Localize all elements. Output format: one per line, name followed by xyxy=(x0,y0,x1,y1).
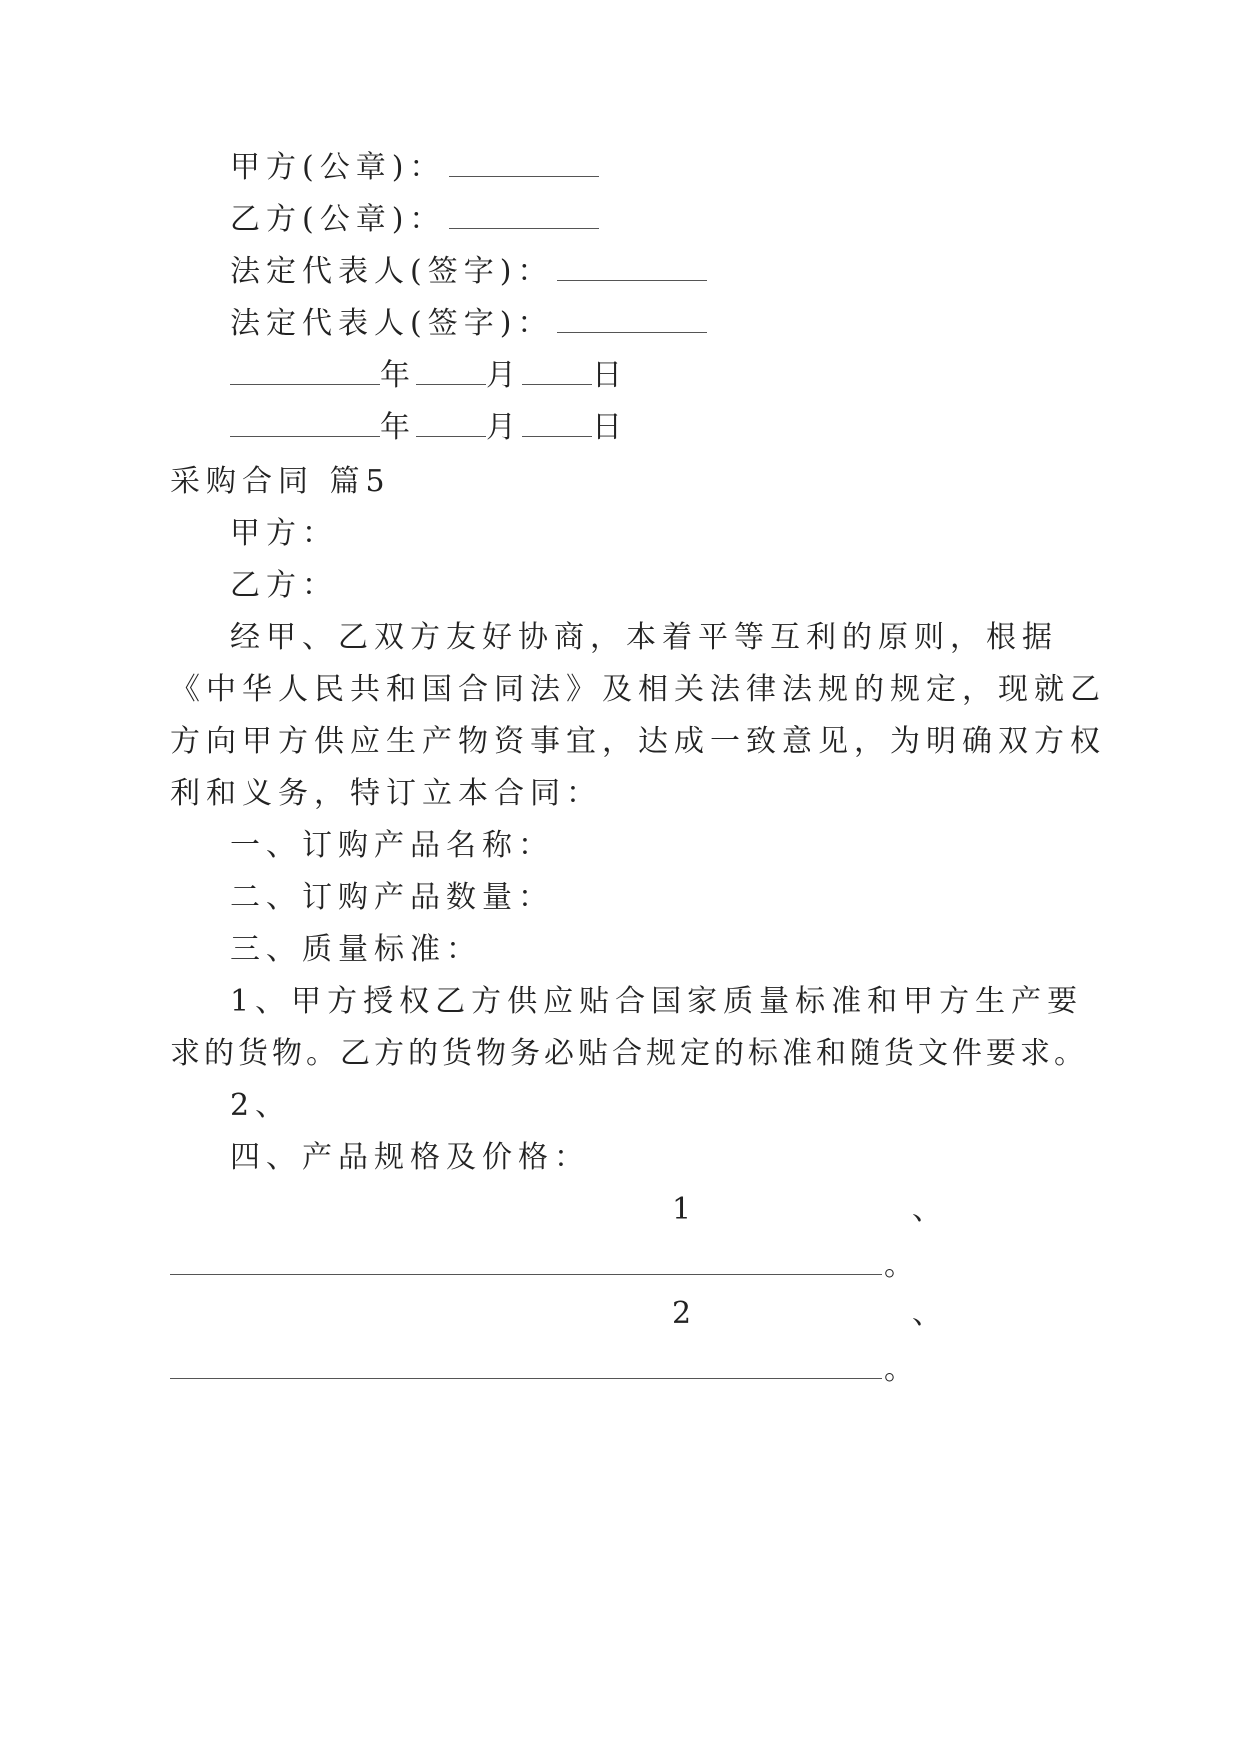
quality-2: 2、 xyxy=(230,1088,292,1123)
intro-line-4: 利和义务，特订立本合同： xyxy=(170,776,602,811)
item-4: 四、产品规格及价格： xyxy=(230,1140,590,1175)
spec-2-period: 。 xyxy=(884,1352,914,1387)
legal-rep-a-blank xyxy=(557,254,707,281)
quality-1-line-2: 求的货物。乙方的货物务必贴合规定的标准和随货文件要求。 xyxy=(170,1036,1088,1071)
day-blank xyxy=(522,358,592,385)
party-a-seal-line xyxy=(230,148,599,188)
date-line-a xyxy=(230,356,628,396)
month-label: 月 xyxy=(486,410,522,445)
day-label: 日 xyxy=(592,410,628,445)
section-title: 采购合同 篇5 xyxy=(170,464,391,499)
spec-1-number: 1 xyxy=(672,1192,692,1227)
item-1: 一、订购产品名称： xyxy=(230,828,554,863)
month-blank xyxy=(416,358,486,385)
year-label: 年 xyxy=(380,358,416,393)
legal-rep-b-blank xyxy=(557,306,707,333)
party-b-seal-label: 乙方(公章)： xyxy=(230,202,446,237)
party-a-seal-blank xyxy=(449,150,599,177)
party-b-seal-line xyxy=(230,200,599,240)
intro-line-1: 经甲、乙双方友好协商，本着平等互利的原则，根据 xyxy=(230,620,1058,655)
intro-line-3: 方向甲方供应生产物资事宜，达成一致意见，为明确双方权 xyxy=(170,724,1106,759)
spec-2-number: 2 xyxy=(672,1296,692,1331)
legal-rep-a-line xyxy=(230,252,707,292)
legal-rep-b-label: 法定代表人(签字)： xyxy=(230,306,554,341)
quality-1-line-1: 1、甲方授权乙方供应贴合国家质量标准和甲方生产要 xyxy=(230,984,1084,1019)
month-blank xyxy=(416,410,486,437)
year-blank xyxy=(230,358,380,385)
intro-line-2: 《中华人民共和国合同法》及相关法律法规的规定，现就乙 xyxy=(170,672,1106,707)
spec-2-blank xyxy=(170,1377,882,1379)
legal-rep-a-label: 法定代表人(签字)： xyxy=(230,254,554,289)
spec-1-blank xyxy=(170,1273,882,1275)
party-b-label: 乙方： xyxy=(230,568,338,603)
year-blank xyxy=(230,410,380,437)
day-label: 日 xyxy=(592,358,628,393)
party-a-seal-label: 甲方(公章)： xyxy=(230,150,446,185)
party-a-label: 甲方： xyxy=(230,516,338,551)
month-label: 月 xyxy=(486,358,522,393)
day-blank xyxy=(522,410,592,437)
spec-2-comma: 、 xyxy=(912,1296,942,1331)
legal-rep-b-line xyxy=(230,304,707,344)
item-3: 三、质量标准： xyxy=(230,932,482,967)
item-2: 二、订购产品数量： xyxy=(230,880,554,915)
date-line-b xyxy=(230,408,628,448)
party-b-seal-blank xyxy=(449,202,599,229)
spec-1-comma: 、 xyxy=(912,1192,942,1227)
year-label: 年 xyxy=(380,410,416,445)
spec-1-period: 。 xyxy=(884,1248,914,1283)
